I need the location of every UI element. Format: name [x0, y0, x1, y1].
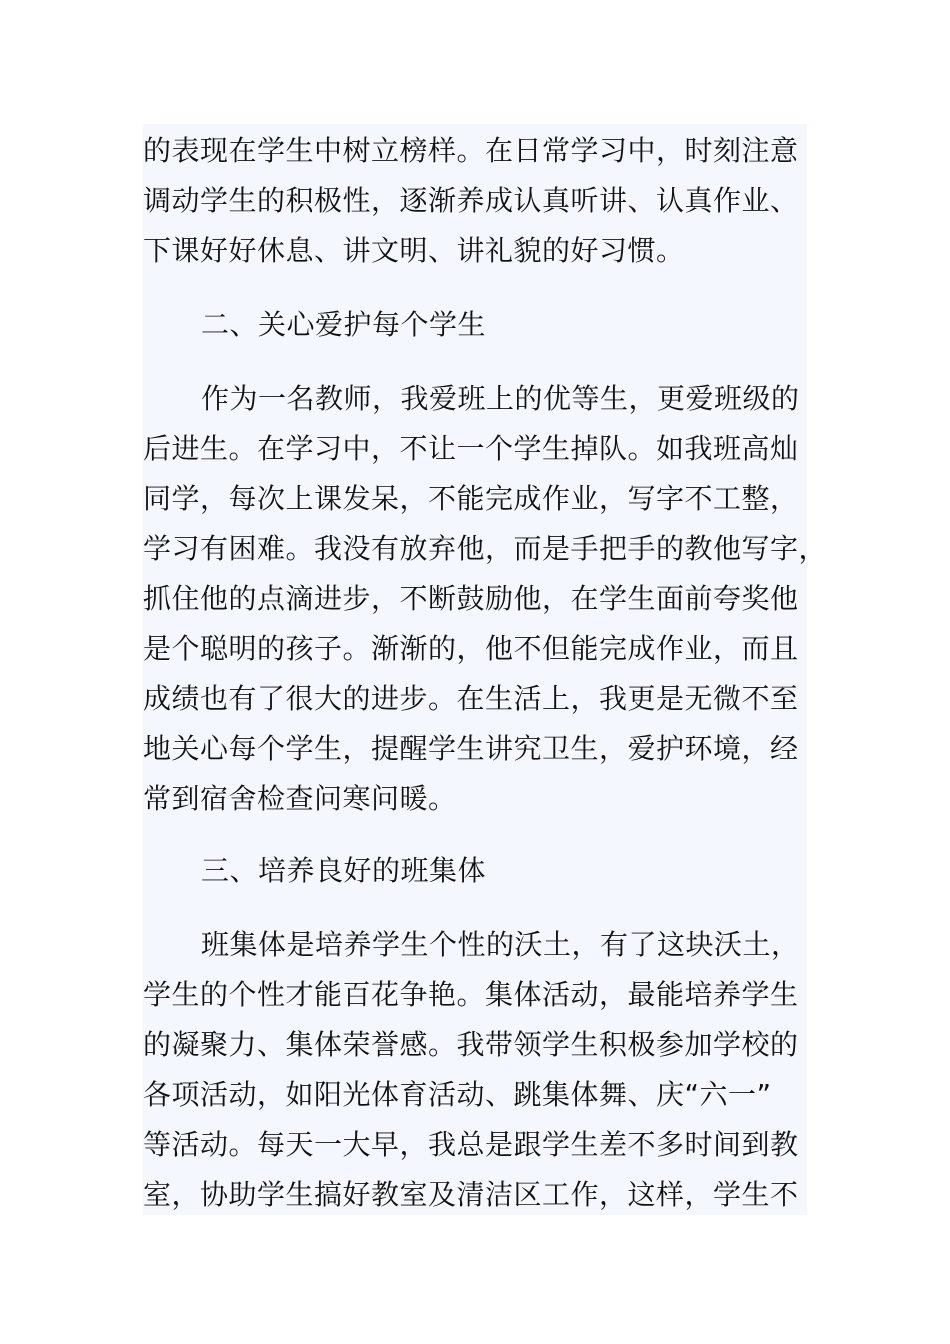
text-line: 等活动。每天一大早，我总是跟学生差不多时间到教	[143, 1128, 799, 1161]
text-line: 下课好好休息、讲文明、讲礼貌的好习惯。	[143, 234, 685, 267]
document-text-area	[143, 124, 828, 1215]
section-heading-3	[143, 846, 807, 896]
text-line: 成绩也有了很大的进步。在生活上，我更是无微不至	[143, 682, 799, 715]
text-line: 同学，每次上课发呆，不能完成作业，写字不工整，	[143, 482, 799, 515]
text-line: 常到宿舍检查问寒问暖。	[143, 782, 457, 815]
heading-text: 三、培养良好的班集体	[201, 854, 487, 887]
text-line: 抓住他的点滴进步，不断鼓励他，在学生面前夸奖他	[143, 582, 799, 615]
text-line: 的凝聚力、集体荣誉感。我带领学生积极参加学校的	[143, 1028, 799, 1061]
text-line: 调动学生的积极性，逐渐养成认真听讲、认真作业、	[143, 184, 799, 217]
text-line: 作为一名教师，我爱班上的优等生，更爱班级的	[201, 382, 800, 415]
heading-text: 二、关心爱护每个学生	[201, 308, 487, 341]
section-heading-2	[143, 300, 807, 350]
paragraph-intro-continuation	[143, 126, 807, 276]
paragraph-class-collective	[143, 920, 807, 1220]
text-line: 室，协助学生搞好教室及清洁区工作，这样，学生不	[143, 1178, 799, 1211]
text-line: 后进生。在学习中，不让一个学生掉队。如我班高灿	[143, 432, 799, 465]
text-line: 学生的个性才能百花争艳。集体活动，最能培养学生	[143, 978, 799, 1011]
text-line: 的表现在学生中树立榜样。在日常学习中，时刻注意	[143, 134, 799, 167]
text-line: 地关心每个学生，提醒学生讲究卫生，爱护环境，经	[143, 732, 799, 765]
text-line: 学习有困难。我没有放弃他，而是手把手的教他写字，	[143, 532, 828, 565]
text-line: 各项活动，如阳光体育活动、跳集体舞、庆“六一”	[143, 1078, 772, 1111]
paragraph-care-students	[143, 374, 828, 824]
text-line: 班集体是培养学生个性的沃土，有了这块沃土，	[201, 928, 800, 961]
text-line: 是个聪明的孩子。渐渐的，他不但能完成作业，而且	[143, 632, 799, 665]
